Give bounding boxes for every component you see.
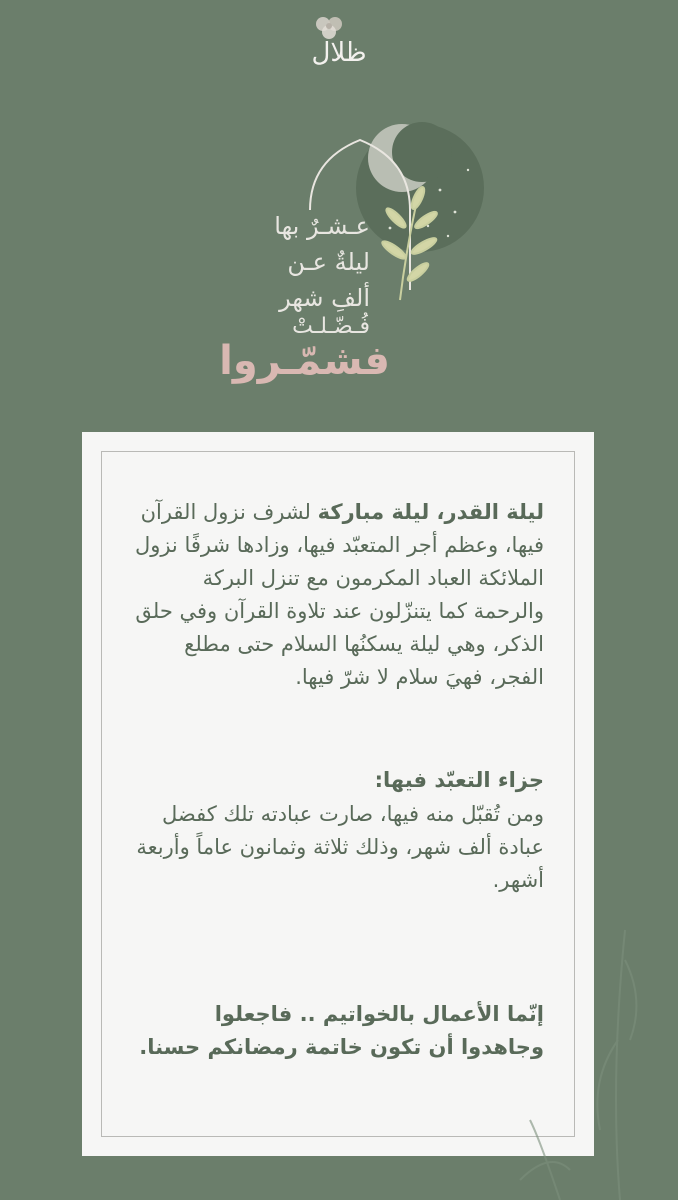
brand-header [0,8,678,78]
paragraph-bold-lead: ليلة القدر، ليلة مباركة [317,500,544,524]
paragraph-body: لشرف نزول القرآن فيها، وعظم أجر المتعبّد فيها، وزادها شرفًا نزول الملائكة العباد المكرمون مع تنزل البركة والرحمة كما يتنزّلون عند تلاوة القرآن وفي حلق الذكر، وهي ليلة يسكنُها السلام حتى مطلع الفجر، فهيَ سلام لا شرّ فيها. [134,500,544,689]
hero-line-1: عـشـرٌ بها [274,212,370,240]
hero-line-2: ليلةٌ عـن [287,248,370,276]
closing-message [132,998,544,1064]
paragraph-laylat-alqadr [132,496,544,694]
hero-line-4: فُـضّـلـتْ [292,314,370,339]
closing-line-2: وجاهدوا أن تكون خاتمة رمضانكم حسنا. [139,1035,544,1059]
closing-line-1: إنّما الأعمال بالخواتيم .. فاجعلوا [214,1002,544,1026]
leaves-decoration [500,920,678,1200]
hero-line-3: ألفِ شهر [279,284,370,312]
brand-name: ظلال [311,38,367,68]
hero-cta-text: فشمّـروا [219,338,390,384]
section-title: جزاء التعبّد فيها: [374,768,544,792]
hero-illustration [219,100,510,400]
section-body: ومن تُقبّل منه فيها، صارت عبادته تلك كفضل عبادة ألف شهر، وذلك ثلاثة وثمانون عاماً وأربعة أشهر. [136,802,544,892]
